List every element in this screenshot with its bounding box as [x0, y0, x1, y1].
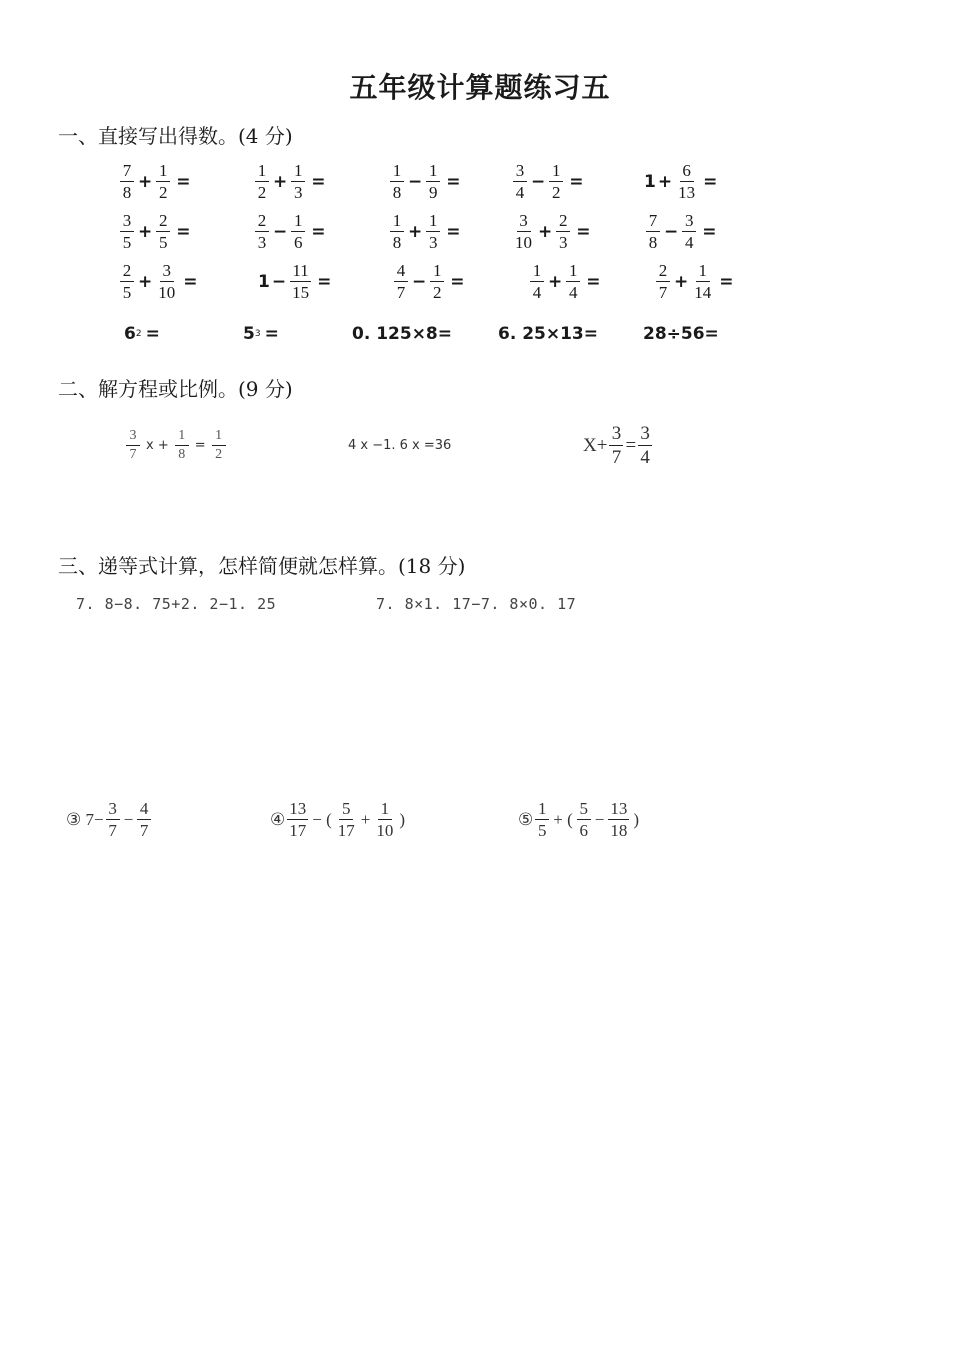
- fraction: $\frac{2}{5}$: [156, 212, 170, 251]
- oral-problem: $\frac{2}{7}$ + $\frac{1}{14}$ =: [654, 262, 734, 301]
- fraction: $\frac{2}{3}$: [255, 212, 269, 251]
- fraction: $\frac{5}{17}$: [337, 799, 355, 840]
- fraction: $\frac{1}{2}$: [255, 162, 269, 201]
- fraction: $\frac{1}{2}$: [430, 262, 444, 301]
- oral-problem: 1 − $\frac{11}{15}$ =: [258, 261, 332, 302]
- fraction: $\frac{3}{7}$: [126, 429, 140, 462]
- equation-3: X+ $\frac{3}{7}$ = $\frac{3}{4}$: [583, 424, 654, 467]
- division-problem: 28÷56=: [643, 324, 719, 344]
- section-1-heading: 一、直接写出得数。(4 分): [58, 124, 293, 148]
- fraction: $\frac{1}{8}$: [175, 429, 189, 462]
- calc-problem-1: 7. 8−8. 75+2. 2−1. 25: [76, 595, 277, 613]
- fraction: $\frac{11}{15}$: [292, 261, 310, 302]
- fraction: $\frac{7}{8}$: [646, 212, 660, 251]
- fraction: $\frac{1}{10}$: [376, 799, 394, 840]
- fraction: $\frac{5}{6}$: [577, 800, 591, 839]
- fraction: $\frac{1}{3}$: [291, 162, 305, 201]
- calc-problem-5: ⑤ $\frac{1}{5}$ + ( $\frac{5}{6}$ − $\frac{13}{18}$ ): [518, 799, 640, 840]
- fraction: $\frac{13}{17}$: [289, 799, 307, 840]
- oral-problem: $\frac{1}{4}$ + $\frac{1}{4}$ =: [528, 262, 601, 301]
- fraction: $\frac{1}{4}$: [530, 262, 544, 301]
- page-title: 五年级计算题练习五: [349, 71, 611, 104]
- fraction: $\frac{3}{7}$: [609, 424, 623, 467]
- oral-problem: $\frac{3}{4}$ − $\frac{1}{2}$ =: [511, 162, 584, 201]
- fraction: $\frac{1}{14}$: [694, 261, 712, 302]
- decimal-problem: 6. 25×13=: [498, 324, 599, 344]
- decimal-problem: 0. 125×8=: [352, 324, 453, 344]
- calc-problem-3: ③ 7− $\frac{3}{7}$ − $\frac{4}{7}$: [66, 800, 153, 839]
- equation-1: $\frac{3}{7}$ x + $\frac{1}{8}$ = $\frac{1}{2}$: [124, 429, 228, 462]
- fraction: $\frac{1}{8}$: [390, 212, 404, 251]
- oral-problem: 1 + $\frac{6}{13}$ =: [644, 161, 718, 202]
- oral-problem: $\frac{1}{8}$ + $\frac{1}{3}$ =: [388, 212, 461, 251]
- fraction: $\frac{3}{10}$: [515, 211, 532, 252]
- fraction: $\frac{1}{2}$: [549, 162, 563, 201]
- fraction: $\frac{2}{3}$: [556, 212, 570, 251]
- equation-2: 4 x −1. 6 x =36: [348, 438, 452, 453]
- fraction: $\frac{3}{4}$: [682, 212, 696, 251]
- fraction: $\frac{2}{5}$: [120, 262, 134, 301]
- fraction: $\frac{1}{2}$: [156, 162, 170, 201]
- fraction: $\frac{3}{10}$: [158, 261, 176, 302]
- oral-problem: $\frac{4}{7}$ − $\frac{1}{2}$ =: [392, 262, 465, 301]
- oral-problem: $\frac{7}{8}$ − $\frac{3}{4}$ =: [644, 212, 717, 251]
- fraction: $\frac{1}{2}$: [212, 429, 226, 462]
- oral-problem: $\frac{1}{8}$ − $\frac{1}{9}$ =: [388, 162, 461, 201]
- fraction: $\frac{3}{4}$: [638, 424, 652, 467]
- oral-problem: $\frac{1}{2}$ + $\frac{1}{3}$ =: [253, 162, 326, 201]
- fraction: $\frac{1}{9}$: [426, 162, 440, 201]
- fraction: $\frac{7}{8}$: [120, 162, 134, 201]
- fraction: $\frac{1}{6}$: [291, 212, 305, 251]
- calc-problem-4: ④ $\frac{13}{17}$ − ( $\frac{5}{17}$ + $\frac{1}{10}$ ): [270, 799, 406, 840]
- calc-problem-2: 7. 8×1. 17−7. 8×0. 17: [376, 595, 577, 613]
- fraction: $\frac{4}{7}$: [394, 262, 408, 301]
- fraction: $\frac{1}{5}$: [535, 800, 549, 839]
- oral-problem: $\frac{3}{10}$ + $\frac{2}{3}$ =: [515, 211, 591, 252]
- fraction: $\frac{4}{7}$: [137, 800, 151, 839]
- oral-problem: $\frac{3}{5}$ + $\frac{2}{5}$ =: [118, 212, 191, 251]
- section-3-heading: 三、递等式计算，怎样简便就怎样算。(18 分): [58, 554, 466, 578]
- fraction: $\frac{1}{8}$: [390, 162, 404, 201]
- fraction: $\frac{13}{18}$: [610, 799, 628, 840]
- fraction: $\frac{6}{13}$: [678, 161, 696, 202]
- oral-problem: $\frac{2}{5}$ + $\frac{3}{10}$ =: [118, 262, 198, 301]
- oral-problem: $\frac{7}{8}$ + $\frac{1}{2}$ =: [118, 162, 191, 201]
- fraction: $\frac{3}{4}$: [513, 162, 527, 201]
- section-2-heading: 二、解方程或比例。(9 分): [58, 377, 293, 401]
- fraction: $\frac{1}{4}$: [566, 262, 580, 301]
- fraction: $\frac{2}{7}$: [656, 262, 670, 301]
- fraction: $\frac{1}{3}$: [426, 212, 440, 251]
- fraction: $\frac{3}{7}$: [106, 800, 120, 839]
- power-problem: 6 2 =: [124, 324, 160, 344]
- power-problem: 5 3 =: [243, 324, 279, 344]
- oral-problem: $\frac{2}{3}$ − $\frac{1}{6}$ =: [253, 212, 326, 251]
- fraction: $\frac{3}{5}$: [120, 212, 134, 251]
